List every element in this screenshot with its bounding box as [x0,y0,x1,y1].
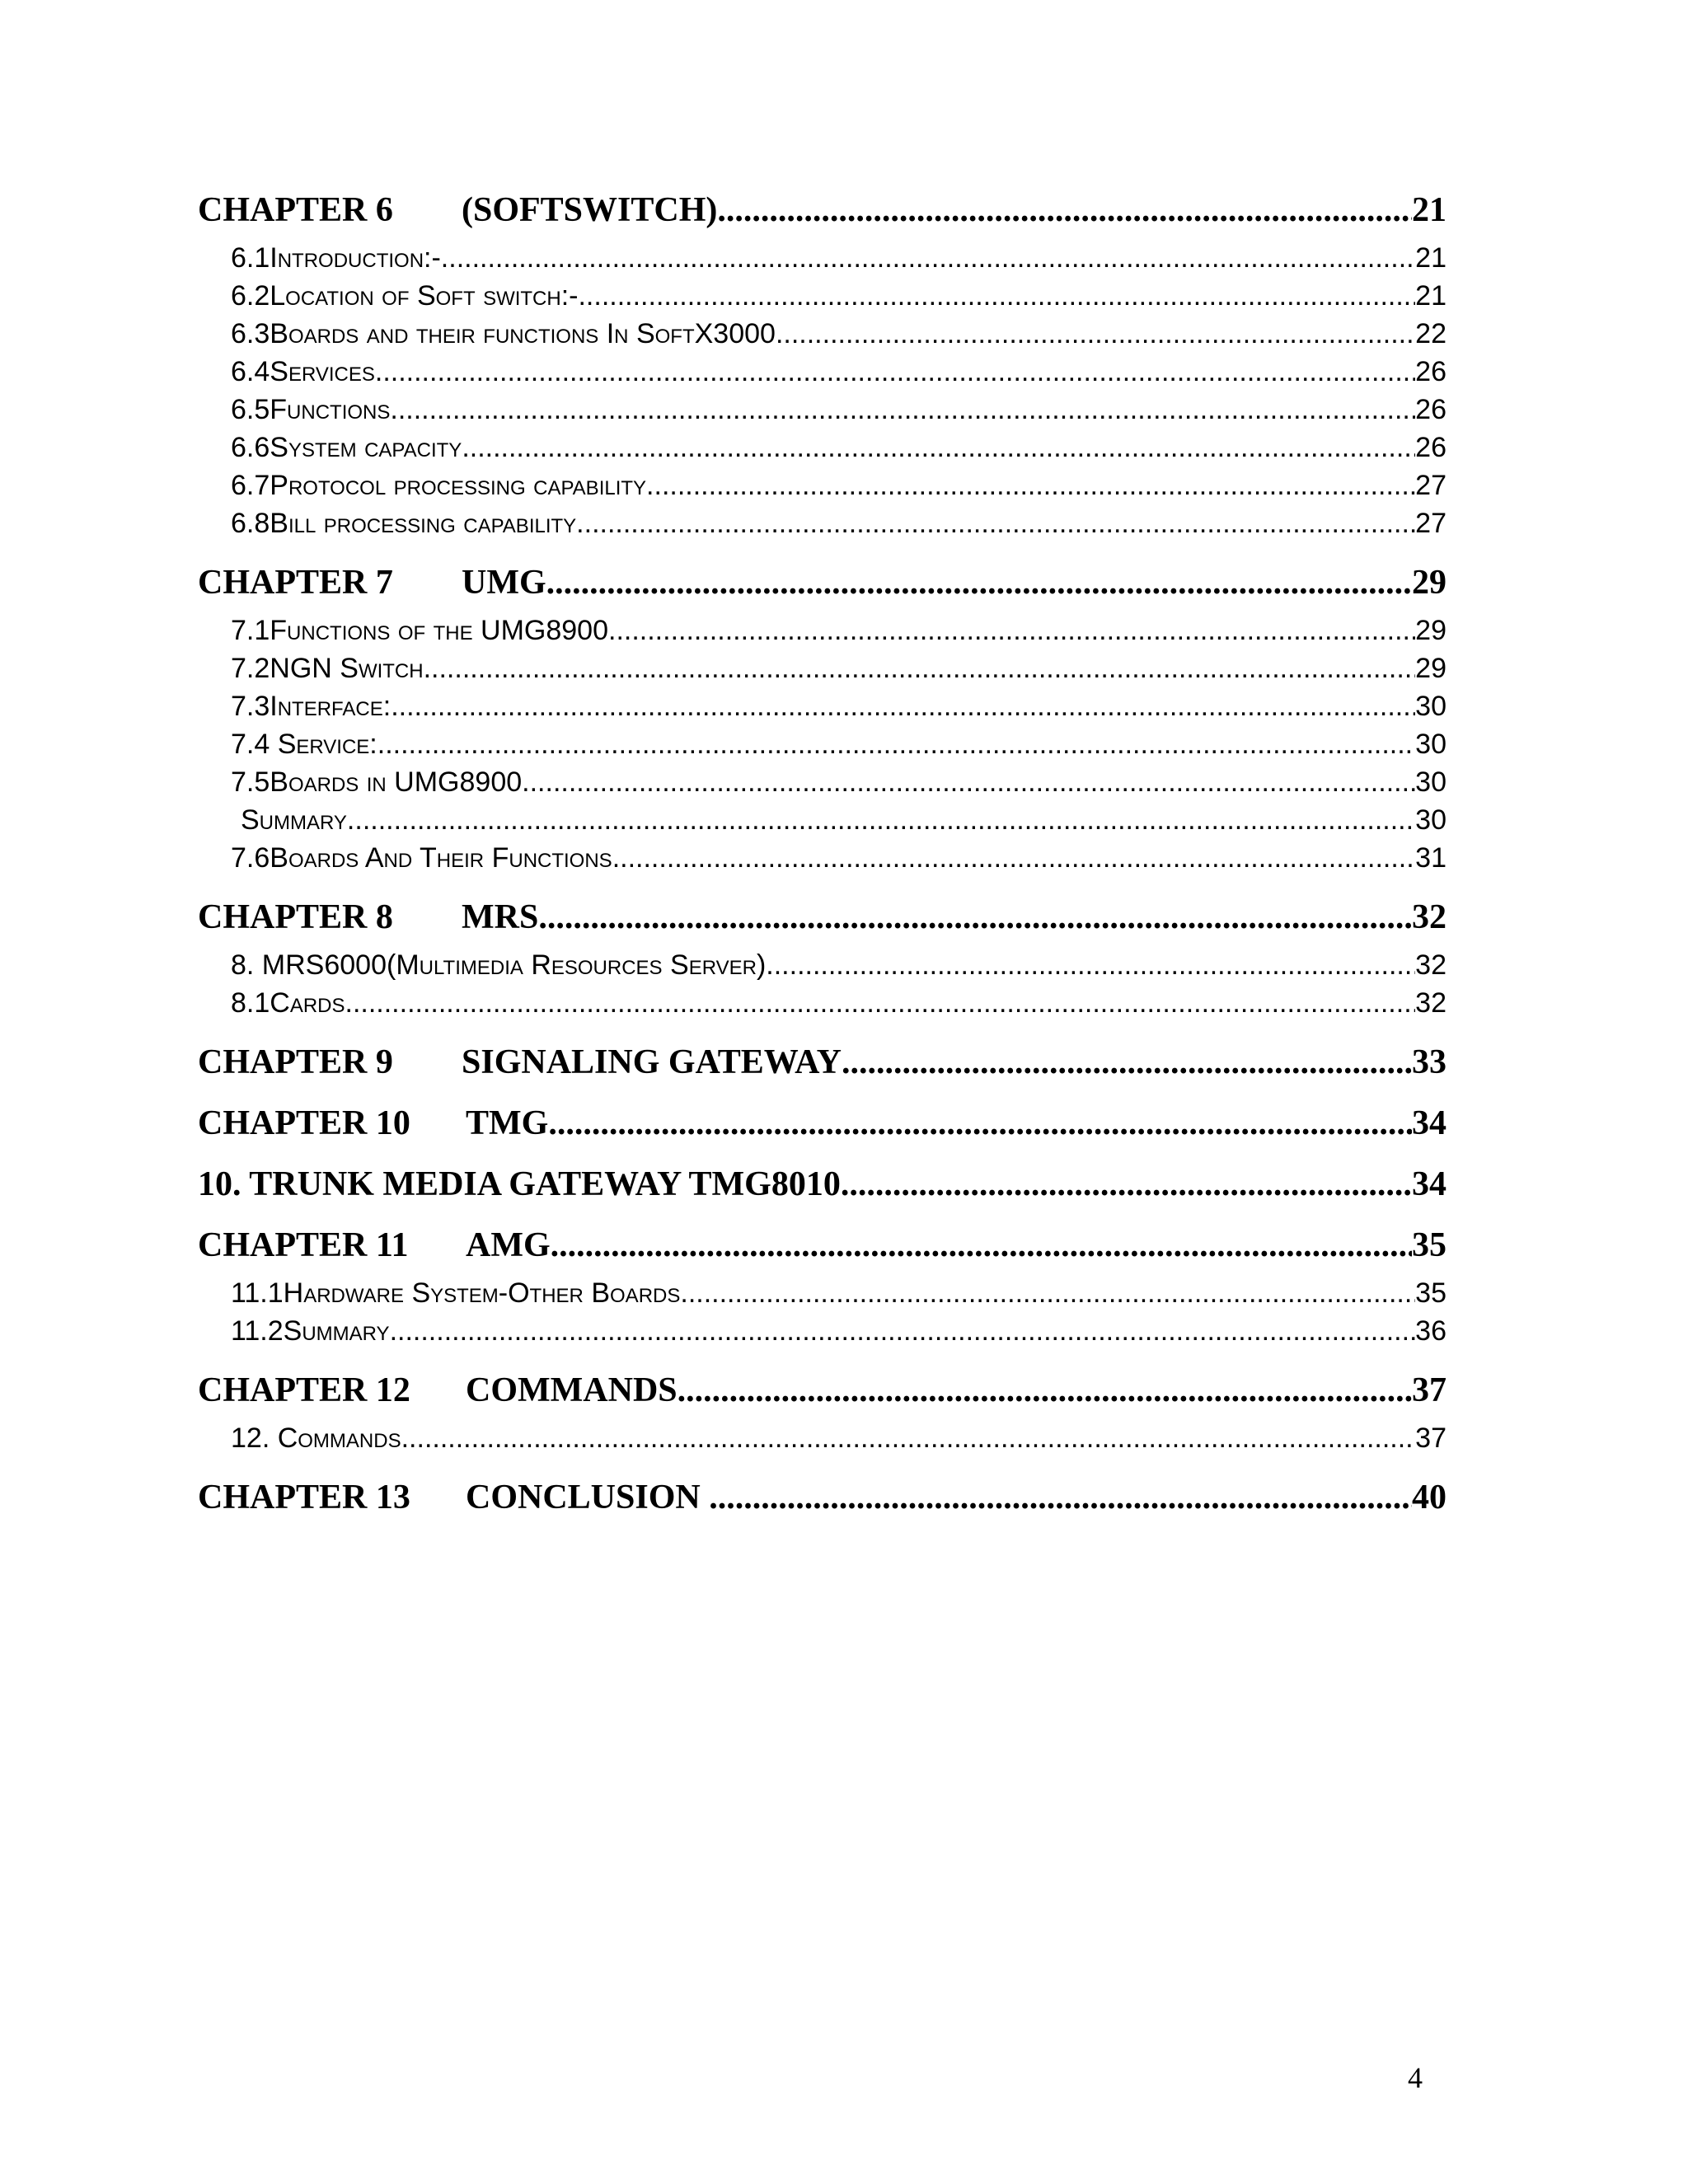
page-ref: 34 [1412,1104,1447,1142]
dot-leader [441,239,1415,277]
dot-leader [548,1103,1412,1144]
page-ref: 33 [1412,1043,1447,1081]
section-title: Protocol processing capability [270,470,647,501]
section-number: 11.2 [231,1315,284,1347]
toc-chapter-8[interactable] [198,897,1447,938]
toc-section-6-2[interactable] [198,277,1447,315]
section-number: 6.7 [231,470,270,501]
page-ref: 26 [1415,394,1447,425]
dot-leader [345,984,1416,1022]
section-title: NGN Switch [270,653,424,684]
section-title: Service: [270,729,377,760]
section-title: Boards And Their Functions [270,842,612,874]
section-title: System capacity [270,432,462,463]
toc-section-7-1[interactable] [198,612,1447,649]
section-number: 6.3 [231,318,270,349]
toc-section-6-3[interactable] [198,315,1447,353]
page-ref: 30 [1415,729,1447,760]
dot-leader [401,1419,1416,1457]
dot-leader [776,315,1415,353]
dot-leader [612,839,1415,877]
page-ref: 40 [1412,1479,1447,1516]
section-number: 7.6 [231,842,270,874]
toc-section-6-7[interactable] [198,466,1447,504]
chapter-title: (SOFTSWITCH) [462,191,718,229]
page-ref: 21 [1412,191,1447,229]
toc-section-7-5[interactable] [198,763,1447,801]
chapter-number: CHAPTER 6 [198,191,393,229]
section-number: 6.6 [231,432,270,463]
page-ref: 29 [1415,653,1447,684]
chapter-11-sections [198,1274,1447,1350]
toc-chapter-13[interactable] [198,1477,1447,1518]
section-number: 6.1 [231,242,270,274]
dot-leader [709,1477,1412,1518]
section-title: Hardware System-Other Boards [283,1277,681,1309]
section-title: Bill processing capability [270,508,577,539]
section-title: Boards in UMG8900 [270,766,523,798]
page-ref: 30 [1415,766,1447,798]
chapter-number: CHAPTER 9 [198,1043,393,1081]
chapter-title: 10. TRUNK MEDIA GATEWAY TMG8010 [198,1165,841,1203]
page-ref: 32 [1412,898,1447,936]
section-number: 6.5 [231,394,270,425]
toc-chapter-11[interactable] [198,1225,1447,1266]
page-ref: 30 [1415,691,1447,722]
section-number: 8.1 [231,987,270,1019]
section-title: 8. MRS6000(Multimedia Resources Server) [231,949,767,981]
toc-section-12[interactable] [198,1419,1447,1457]
chapter-title: UMG [462,564,546,602]
chapter-12-sections [198,1419,1447,1457]
chapter-number: CHAPTER 10 [198,1104,410,1142]
section-number: 7.3 [231,691,270,722]
toc-section-11-2[interactable] [198,1312,1447,1350]
page-ref: 34 [1412,1165,1447,1203]
section-title: Introduction:- [270,242,441,274]
section-number: 6.4 [231,356,270,387]
section-title: Functions [270,394,391,425]
chapter-title: MRS [462,898,539,936]
page-ref: 32 [1415,949,1447,981]
page-ref: 21 [1415,242,1447,274]
dot-leader [841,1164,1412,1205]
chapter-title: SIGNALING GATEWAY [462,1043,842,1081]
dot-leader [522,763,1415,801]
section-number: 7.4 [231,729,270,760]
toc-chapter-10[interactable] [198,1103,1447,1144]
toc-heading-trunk-media-gateway[interactable] [198,1164,1447,1205]
page-ref: 22 [1415,318,1447,349]
chapter-number: CHAPTER 12 [198,1371,410,1409]
page-ref: 29 [1415,615,1447,646]
dot-leader [842,1042,1412,1083]
toc-section-6-6[interactable] [198,429,1447,466]
dot-leader [375,353,1415,391]
dot-leader [678,1370,1412,1411]
toc-section-8-1[interactable] [198,984,1447,1022]
toc-section-11-1[interactable] [198,1274,1447,1312]
section-title: Services [270,356,375,387]
dot-leader [766,946,1415,984]
toc-chapter-9[interactable] [198,1042,1447,1083]
dot-leader [551,1225,1412,1266]
section-title: Interface: [270,691,392,722]
chapter-title: TMG [466,1104,549,1142]
dot-leader [546,562,1412,603]
section-number: 7.2 [231,653,270,684]
section-number: 7.5 [231,766,270,798]
dot-leader [462,429,1415,466]
toc-chapter-7[interactable] [198,562,1447,603]
dot-leader [377,725,1415,763]
page-ref: 37 [1412,1371,1447,1409]
dot-leader [578,277,1415,315]
page-ref: 31 [1415,842,1447,874]
toc-section-7-3[interactable] [198,687,1447,725]
table-of-contents [198,190,1447,1518]
dot-leader [646,466,1415,504]
chapter-number: CHAPTER 11 [198,1226,409,1264]
page-ref: 27 [1415,508,1447,539]
toc-section-summary[interactable] [198,801,1447,839]
dot-leader [576,504,1415,542]
chapter-8-sections [198,946,1447,1022]
chapter-6-sections [198,239,1447,542]
dot-leader [347,801,1415,839]
dot-leader [538,897,1412,938]
chapter-number: CHAPTER 8 [198,898,393,936]
chapter-title: CONCLUSION [466,1479,710,1516]
page-ref: 29 [1412,564,1447,602]
toc-chapter-12[interactable] [198,1370,1447,1411]
toc-section-6-4[interactable] [198,353,1447,391]
chapter-title: COMMANDS [466,1371,678,1409]
page-ref: 21 [1415,280,1447,312]
page-ref: 35 [1415,1277,1447,1309]
toc-section-8[interactable] [198,946,1447,984]
toc-section-7-6[interactable] [198,839,1447,877]
chapter-title: AMG [466,1226,551,1264]
page-ref: 26 [1415,432,1447,463]
dot-leader [680,1274,1415,1312]
section-title: Summary [241,804,347,836]
dot-leader [424,649,1416,687]
section-title: Boards and their functions In SoftX3000 [270,318,776,349]
section-number: 6.8 [231,508,270,539]
chapter-number: CHAPTER 13 [198,1479,410,1516]
page-ref: 27 [1415,470,1447,501]
toc-section-6-5[interactable] [198,391,1447,429]
section-number: 6.2 [231,280,270,312]
dot-leader [391,687,1415,725]
toc-section-7-2[interactable] [198,649,1447,687]
page-ref: 36 [1415,1315,1447,1347]
dot-leader [390,1312,1416,1350]
toc-section-6-8[interactable] [198,504,1447,542]
page-number: 4 [1408,2061,1423,2094]
page-ref: 30 [1415,804,1447,836]
toc-section-7-4[interactable] [198,725,1447,763]
page-ref: 26 [1415,356,1447,387]
section-title: Cards [270,987,345,1019]
dot-leader [390,391,1415,429]
section-number: 7.1 [231,615,270,646]
chapter-number: CHAPTER 7 [198,564,393,602]
page-ref: 35 [1412,1226,1447,1264]
toc-chapter-6[interactable] [198,190,1447,231]
dot-leader [717,190,1412,231]
section-title: Summary [283,1315,390,1347]
page-ref: 32 [1415,987,1447,1019]
chapter-7-sections [198,612,1447,877]
page-ref: 37 [1415,1422,1447,1454]
toc-section-6-1[interactable] [198,239,1447,277]
section-title: Functions of the UMG8900 [270,615,608,646]
dot-leader [608,612,1415,649]
section-number: 11.1 [231,1277,284,1309]
section-title: Location of Soft switch:- [270,280,579,312]
section-title: 12. Commands [231,1422,401,1454]
